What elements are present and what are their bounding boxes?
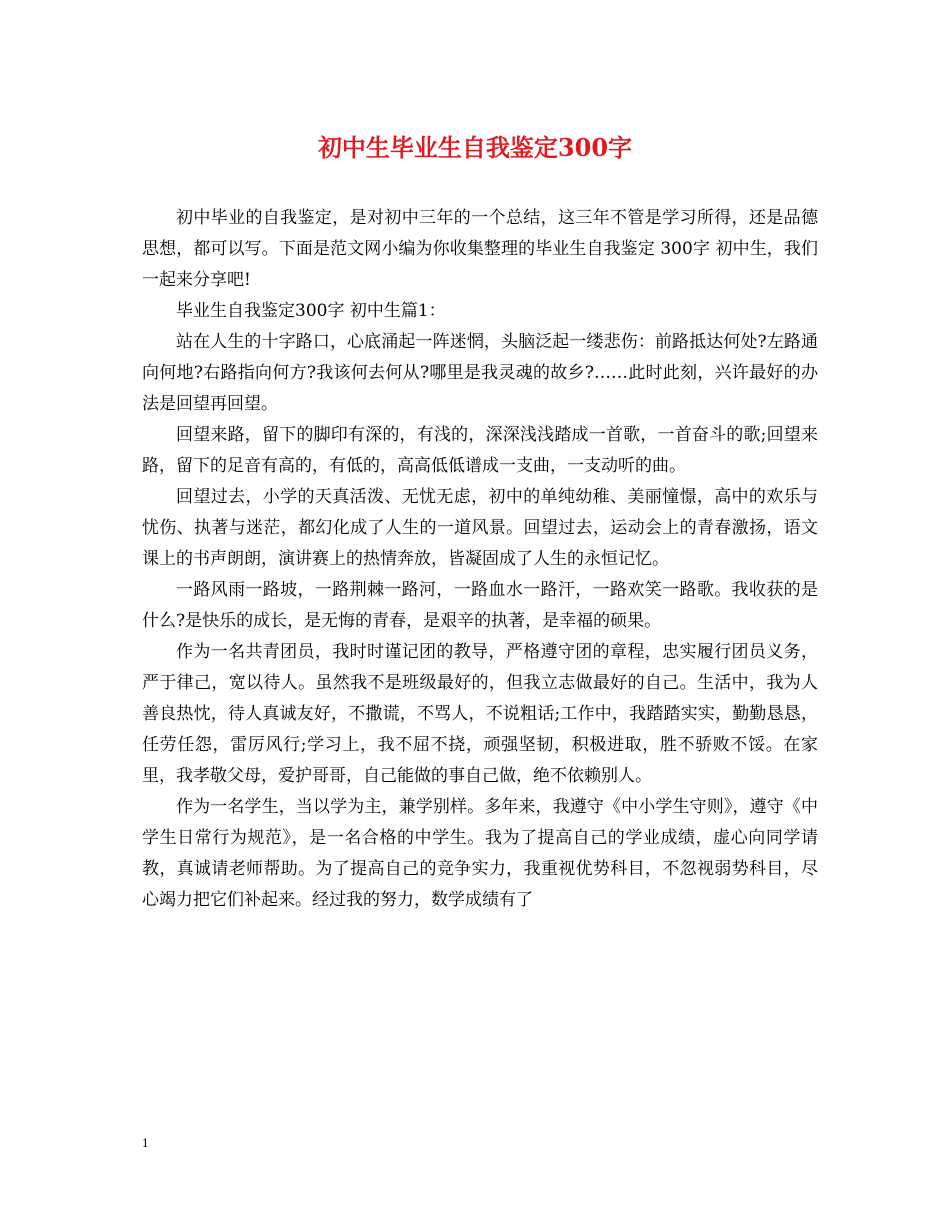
document-body [142,203,818,916]
paragraph: 一路风雨一路坡，一路荆棘一路河，一路血水一路汗，一路欢笑一路歌。我收获的是什么?是快乐的成长，是无悔的青春，是艰辛的执著，是幸福的硕果。 [142,580,818,631]
document-title: 初中生毕业生自我鉴定300字 [317,133,633,162]
paragraph: 作为一名共青团员，我时时谨记团的教导，严格遵守团的章程，忠实履行团员义务，严于律己，宽以待人。虽然我不是班级最好的，但我立志做最好的自己。生活中，我为人善良热忱，待人真诚友好，不撒谎，不骂人，不说粗话;工作中，我踏踏实实，勤勤恳恳，任劳任怨，雷厉风行;学习上，我不屈不挠，顽强坚韧，积极进取，胜不骄败不馁。在家里，我孝敬父母，爱护哥哥，自己能做的事自己做，绝不依赖别人。 [142,642,818,786]
paragraph: 毕业生自我鉴定300字 初中生篇1： [176,301,446,321]
paragraph: 作为一名学生，当以学为主，兼学别样。多年来，我遵守《中小学生守则》，遵守《中学生日常行为规范》，是一名合格的中学生。我为了提高自己的学业成绩，虚心向同学请教，真诚请老师帮助。为了提高自己的竞争实力，我重视优势科目，不忽视弱势科目，尽心竭力把它们补起来。经过我的努力，数学成绩有了 [142,797,818,910]
paragraph: 初中毕业的自我鉴定，是对初中三年的一个总结，这三年不管是学习所得，还是品德思想，都可以写。下面是范文网小编为你收集整理的毕业生自我鉴定 300字 初中生，我们一起来分享吧! [142,208,818,290]
paragraph: 回望来路，留下的脚印有深的，有浅的，深深浅浅踏成一首歌，一首奋斗的歌;回望来路，留下的足音有高的，有低的，高高低低谱成一支曲，一支动听的曲。 [142,425,818,476]
paragraph: 站在人生的十字路口，心底涌起一阵迷惘，头脑泛起一缕悲伤：前路抵达何处?左路通向何地?右路指向何方?我该何去何从?哪里是我灵魂的故乡?……此时此刻，兴许最好的办法是回望再回望。 [142,332,818,414]
paragraph: 回望过去，小学的天真活泼、无忧无虑，初中的单纯幼稚、美丽憧憬，高中的欢乐与忧伤、执著与迷茫，都幻化成了人生的一道风景。回望过去，运动会上的青春激扬，语文课上的书声朗朗，演讲赛上的热情奔放，皆凝固成了人生的永恒记忆。 [142,487,818,569]
page-number: 1 [142,1135,149,1150]
